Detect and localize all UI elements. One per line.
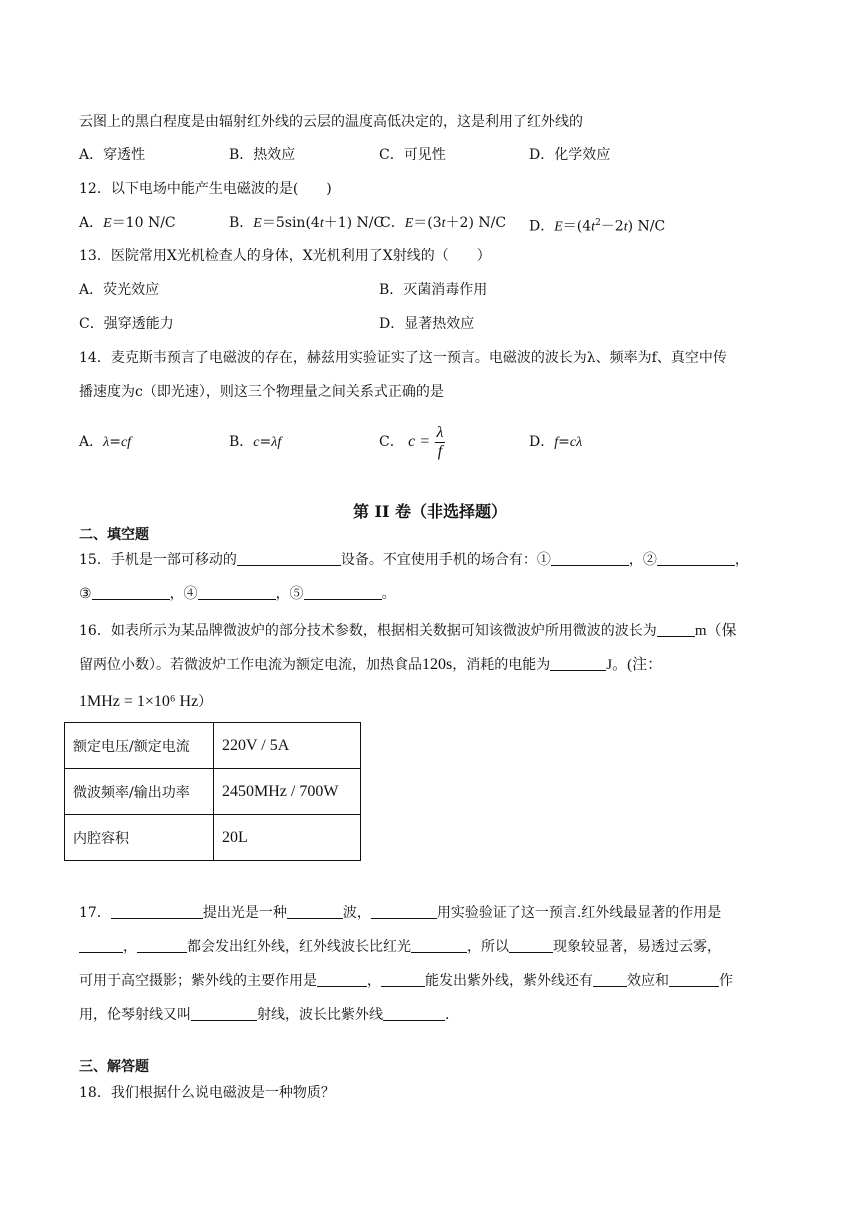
q15-blank-4[interactable] (198, 585, 276, 600)
q12-stem: 12．以下电场中能产生电磁波的是( ) (79, 181, 332, 197)
q17-blank-3[interactable] (371, 904, 437, 919)
table-row (65, 815, 361, 861)
q17-blank-9[interactable] (381, 972, 425, 987)
q17-line1: 17． 提出光是一种 波， 用实验验证了这一预言.红外线最显著的作用是 (79, 905, 722, 921)
fill-in-heading: 二、填空题 (79, 527, 149, 543)
q17-line2: ， 都会发出红外线，红外线波长比红光 ，所以 现象较显著，易透过云雾， (79, 937, 721, 957)
q13-option-b: B．灭菌消毒作用 (379, 282, 488, 298)
q14-option-b: B．c=λf (229, 434, 282, 450)
q16-blank-energy[interactable] (550, 656, 606, 671)
q17-blank-11[interactable] (669, 972, 719, 987)
q17-line4: 用，伦琴射线又叫 射线，波长比紫外线 . (79, 1007, 450, 1023)
table-cell: 20L (214, 815, 361, 861)
table-row (65, 769, 361, 815)
q13-option-a: A．荧光效应 (79, 282, 160, 298)
q11-option-d: D．化学效应 (529, 147, 611, 163)
q17-blank-13[interactable] (383, 1006, 445, 1021)
q13-stem: 13．医院常用X光机检查人的身体，X光机利用了X射线的（ ） (79, 248, 491, 264)
q16-line1: 16．如表所示为某品牌微波炉的部分技术参数，根据相关数据可知该微波炉所用微波的波长为 m（保 (79, 623, 737, 639)
q13-option-c: C．强穿透能力 (79, 316, 174, 332)
q14-stem-line1: 14．麦克斯韦预言了电磁波的存在，赫兹用实验证实了这一预言。电磁波的波长为λ、频率为f、真空中传 (79, 350, 727, 366)
q11-option-c: C．可见性 (379, 147, 446, 163)
microwave-spec-table (64, 722, 361, 861)
q14-fraction: $\frac{\lambda}{f}$ (436, 423, 444, 460)
q15-line1: 15．手机是一部可移动的 设备。不宜使用手机的场合有：① ，② ， (79, 552, 749, 568)
q15-blank-5[interactable] (304, 585, 382, 600)
q11-option-b: B．热效应 (229, 147, 296, 163)
q12-option-b: B．E＝5sin(4t＋1) N/C (229, 215, 385, 231)
q17-blank-10[interactable] (593, 972, 627, 987)
table-cell: 微波频率/输出功率 (65, 769, 214, 815)
q14-stem-line2: 播速度为c（即光速），则这三个物理量之间关系式正确的是 (79, 384, 444, 400)
q12-option-d: D．$E=(4t^2-2t)$ N/C (529, 218, 666, 235)
q13-option-d: D．显著热效应 (379, 316, 475, 332)
q17-blank-12[interactable] (191, 1006, 257, 1021)
q11-option-a: A．穿透性 (79, 147, 146, 163)
q14-option-d: D．f=cλ (529, 434, 583, 450)
q16-note: 1MHz = 1×10⁶ Hz） (79, 693, 213, 710)
q17-blank-1[interactable] (111, 904, 203, 919)
q17-blank-5[interactable] (137, 938, 187, 953)
q17-blank-7[interactable] (509, 938, 553, 953)
table-cell: 2450MHz / 700W (214, 769, 361, 815)
table-cell: 220V / 5A (214, 723, 361, 769)
q17-blank-6[interactable] (411, 938, 467, 953)
q15-blank-device[interactable] (237, 551, 341, 566)
q17-line3: 可用于高空摄影；紫外线的主要作用是 ， 能发出紫外线，紫外线还有 效应和 作 (79, 973, 733, 989)
q15-blank-2[interactable] (657, 551, 735, 566)
table-row (65, 723, 361, 769)
q16-blank-wavelength[interactable] (657, 622, 695, 637)
q15-blank-1[interactable] (551, 551, 629, 566)
q17-blank-8[interactable] (317, 972, 367, 987)
q12-option-c: C．E＝(3t＋2) N/C (380, 215, 507, 231)
q17-blank-4[interactable] (79, 938, 123, 953)
q14-option-c: C． c = $\frac{\lambda}{f}$ (379, 423, 444, 460)
q15-line2: ③ ，④ ，⑤ 。 (79, 586, 396, 602)
q16-line2: 留两位小数）。若微波炉工作电流为额定电流，加热食品120s，消耗的电能为 J。(注： (79, 656, 663, 673)
q11-stem-tail: 云图上的黑白程度是由辐射红外线的云层的温度高低决定的，这是利用了红外线的 (79, 114, 583, 130)
q18-stem: 18．我们根据什么说电磁波是一种物质？ (79, 1085, 335, 1101)
q12-option-a: A．E＝10 N/C (79, 215, 176, 231)
q15-blank-3[interactable] (92, 585, 170, 600)
q14-option-a: A．λ=cf (79, 434, 132, 450)
section-2-title: 第 II 卷（非选择题） (352, 502, 508, 521)
answer-heading: 三、解答题 (79, 1059, 149, 1075)
q17-blank-2[interactable] (287, 904, 343, 919)
table-cell: 额定电压/额定电流 (65, 723, 214, 769)
table-cell: 内腔容积 (65, 815, 214, 861)
